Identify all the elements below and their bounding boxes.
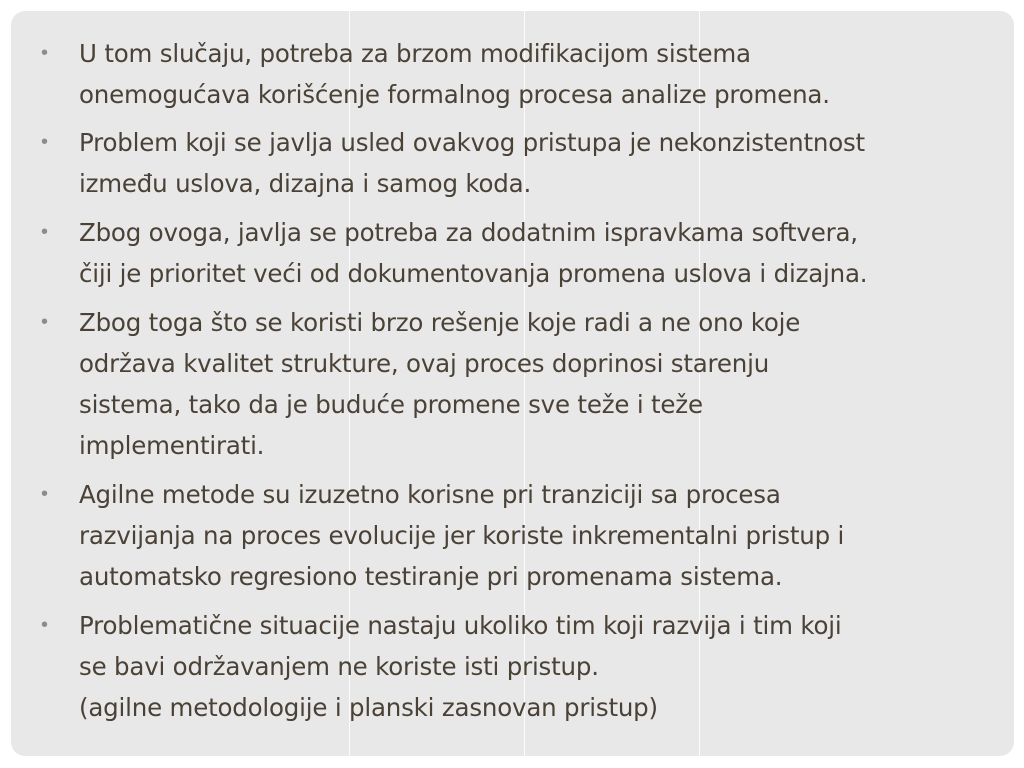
bullet-text (79, 122, 999, 204)
bullet-line: Zbog ovoga, javlja se potreba za dodatnim ispravkama softvera, (79, 218, 858, 247)
bullet-dot: • (41, 483, 49, 505)
bullet-line: U tom slučaju, potreba za brzom modifikacijom sistema (79, 39, 751, 68)
bullet-line: održava kvalitet strukture, ovaj proces doprinosi starenju (79, 349, 770, 378)
bullet-line: onemogućava korišćenje formalnog procesa analize promena. (79, 80, 830, 109)
bullet-line: se bavi održavanjem ne koriste isti pristup. (79, 652, 599, 681)
bullet-line: Problem koji se javlja usled ovakvog pristupa je nekonzistentnost (79, 128, 865, 157)
bullet-list (11, 11, 1014, 756)
bullet-text (79, 302, 999, 466)
bullet-text (79, 212, 999, 294)
bullet-line: sistema, tako da je buduće promene sve teže i teže (79, 390, 703, 419)
bullet-dot: • (41, 221, 49, 243)
bullet-dot: • (41, 131, 49, 153)
bullet-dot: • (41, 614, 49, 636)
bullet-dot: • (41, 311, 49, 333)
bullet-line: implementirati. (79, 431, 265, 460)
bullet-text (79, 605, 999, 728)
bullet-line: (agilne metodologije i planski zasnovan pristup) (79, 693, 658, 722)
bullet-dot: • (41, 42, 49, 64)
bullet-line: razvijanja na proces evolucije jer koriste inkrementalni pristup i (79, 521, 845, 550)
bullet-line: Problematične situacije nastaju ukoliko tim koji razvija i tim koji (79, 611, 842, 640)
bullet-line: Agilne metode su izuzetno korisne pri tranziciji sa procesa (79, 480, 781, 509)
bullet-line: između uslova, dizajna i samog koda. (79, 169, 532, 198)
bullet-text (79, 474, 999, 597)
bullet-line: automatsko regresiono testiranje pri promenama sistema. (79, 562, 783, 591)
slide-card (11, 11, 1014, 756)
bullet-text (79, 33, 999, 115)
bullet-line: Zbog toga što se koristi brzo rešenje koje radi a ne ono koje (79, 308, 801, 337)
bullet-line: čiji je prioritet veći od dokumentovanja promena uslova i dizajna. (79, 259, 868, 288)
